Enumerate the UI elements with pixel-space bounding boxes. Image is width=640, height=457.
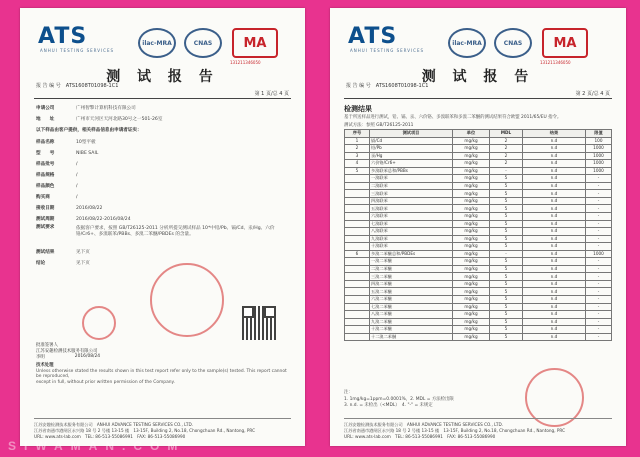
cell-unit: mg/kg xyxy=(453,326,490,334)
cell-result: n.d xyxy=(523,326,586,334)
cell-no: 2 xyxy=(345,145,370,153)
cell-unit: mg/kg xyxy=(453,258,490,266)
table-row xyxy=(345,228,612,236)
company-seal-small xyxy=(82,306,116,340)
table-row xyxy=(345,220,612,228)
cell-limit: - xyxy=(586,175,612,183)
site-watermark: SIWAMAN.COM xyxy=(8,439,186,453)
cell-no xyxy=(345,265,370,273)
cell-no xyxy=(345,182,370,190)
page-footer: 江苏安趣检测技术服务有限公司 ANHUI ADVANCE TESTING SERVICES CO., LTD. 江苏省南通市港闸区永兴路 18 号 2 号楼 13-15 楼 13-15F, Building 2, No.18, Chongchuan Rd., Nantong, PRC URL: www.ats-lab.com TEL: 86-513-55086991 FAX: 86-513-55086990 xyxy=(344,418,612,440)
table-row xyxy=(345,167,612,175)
cell-limit: - xyxy=(586,220,612,228)
cnas-seal-icon: CNAS xyxy=(494,28,532,58)
cell-mdl: 2 xyxy=(490,137,523,145)
ilac-mra-seal-icon: ilac-MRA xyxy=(138,28,176,58)
cell-item: 多溴二苯醚总和/PBDEs xyxy=(370,250,453,258)
table-row xyxy=(345,333,612,341)
cell-result: n.d xyxy=(523,213,586,221)
cell-limit: - xyxy=(586,318,612,326)
cell-limit: - xyxy=(586,213,612,221)
cell-item: 三溴二苯醚 xyxy=(370,273,453,281)
cell-item: 十溴二苯醚 xyxy=(370,326,453,334)
info-row: 测试周期 2016/08/22-2016/08/24 xyxy=(36,216,131,222)
cell-mdl: 5 xyxy=(490,235,523,243)
cell-mdl: 2 xyxy=(490,160,523,168)
cell-result: n.d xyxy=(523,145,586,153)
table-row xyxy=(345,318,612,326)
cell-item: 六价铬/Cr6+ xyxy=(370,160,453,168)
table-row xyxy=(345,311,612,319)
cell-mdl: 5 xyxy=(490,318,523,326)
cell-result: n.d xyxy=(523,205,586,213)
cell-no xyxy=(345,228,370,236)
cell-result: n.d xyxy=(523,137,586,145)
cell-no: 3 xyxy=(345,152,370,160)
cell-mdl: 5 xyxy=(490,280,523,288)
cell-no: 5 xyxy=(345,167,370,175)
info-row: 测试结果 见下页 xyxy=(36,249,90,255)
cell-limit: - xyxy=(586,273,612,281)
table-header-row: 序号 测试项目 单位 MDL 结果 限值 xyxy=(345,130,612,138)
cell-unit: mg/kg xyxy=(453,145,490,153)
cell-limit: - xyxy=(586,197,612,205)
cell-limit: 100 xyxy=(586,137,612,145)
address-row: 地 址 广州市天河区天河北路30号之一501-26室 xyxy=(36,117,163,123)
cell-item: 七溴二苯醚 xyxy=(370,303,453,311)
cell-limit: - xyxy=(586,258,612,266)
cell-no xyxy=(345,220,370,228)
cell-mdl: 5 xyxy=(490,182,523,190)
header-logos xyxy=(20,14,305,65)
info-row: 样品规格 / xyxy=(36,172,78,178)
cell-limit: - xyxy=(586,326,612,334)
ilac-mra-seal-icon: ilac-MRA xyxy=(448,28,486,58)
table-row xyxy=(345,265,612,273)
cell-item: 五溴联苯 xyxy=(370,205,453,213)
info-row: 样品批号 / xyxy=(36,161,78,167)
cell-item: 四溴二苯醚 xyxy=(370,280,453,288)
cell-unit: mg/kg xyxy=(453,296,490,304)
cnas-seal-icon: CNAS xyxy=(184,28,222,58)
cell-item: 八溴二苯醚 xyxy=(370,311,453,319)
info-row: 测试要求 依据客户要求，按照 GB/T26125-2011 分析所提交测试样品 10*中铅/Pb、镉/Cd、汞/Hg、六价铬/Cr6+、多溴联苯/PBBs、多溴二苯醚/PBDEs 的含量。 xyxy=(36,224,275,238)
signature-block: 批准签署人 江苏安趣检测技术服务有限公司 李明 2016/08/24 技术处理 Unless otherwise stated the results shown in this test report refer only to the sample(s) tested. This report cannot be reproduced, except in full, without prior written permission of the Company. xyxy=(36,343,287,385)
header-divider xyxy=(344,98,612,99)
cell-unit: mg/kg xyxy=(453,167,490,175)
cell-result: n.d xyxy=(523,250,586,258)
cell-mdl: 5 xyxy=(490,258,523,266)
info-row: 样品名称 10型平板 xyxy=(36,139,96,145)
cell-unit: mg/kg xyxy=(453,311,490,319)
cell-item: 四溴联苯 xyxy=(370,197,453,205)
report-page-2 xyxy=(330,8,626,446)
cell-item: 三溴联苯 xyxy=(370,190,453,198)
cell-unit: mg/kg xyxy=(453,197,490,205)
cell-limit: - xyxy=(586,190,612,198)
table-row xyxy=(345,205,612,213)
cell-no xyxy=(345,235,370,243)
cell-unit: mg/kg xyxy=(453,333,490,341)
cell-result: n.d xyxy=(523,152,586,160)
cell-item: 多溴联苯总和/PBBs xyxy=(370,167,453,175)
cell-item: 十二溴二苯醚 xyxy=(370,333,453,341)
applicant-row: 申请公司 广州智擎计算机科技有限公司 xyxy=(36,106,136,112)
cell-result: n.d xyxy=(523,243,586,251)
cell-item: 一溴二苯醚 xyxy=(370,258,453,266)
page-number: 第 2 页/总 4 页 xyxy=(575,91,610,97)
cma-seal-icon: MA 131211346050 xyxy=(232,28,278,58)
cell-item: 镉/Cd xyxy=(370,137,453,145)
cell-result: n.d xyxy=(523,303,586,311)
table-row xyxy=(345,288,612,296)
cell-item: 汞/Hg xyxy=(370,152,453,160)
cell-limit: - xyxy=(586,265,612,273)
sample-info xyxy=(36,104,291,270)
cell-item: 七溴联苯 xyxy=(370,220,453,228)
cell-no xyxy=(345,190,370,198)
cell-no xyxy=(345,280,370,288)
cell-no xyxy=(345,303,370,311)
cell-result: n.d xyxy=(523,258,586,266)
table-row xyxy=(345,145,612,153)
table-row xyxy=(345,152,612,160)
cell-no xyxy=(345,197,370,205)
page-number: 第 1 页/总 4 页 xyxy=(254,91,289,97)
results-notes: 注： 1. 1mg/kg=1ppm=0.0001%，2. MDL = 方法检出限 3. n.d. = 未检出（<MDL） 4. "-" = 未规定 xyxy=(344,390,454,409)
cell-result: n.d xyxy=(523,235,586,243)
cell-limit: 1000 xyxy=(586,145,612,153)
cell-limit: - xyxy=(586,235,612,243)
header-logos xyxy=(330,14,626,65)
table-row xyxy=(345,280,612,288)
cell-item: 六溴联苯 xyxy=(370,213,453,221)
cell-no xyxy=(345,333,370,341)
results-heading: 检测结果 xyxy=(344,105,372,113)
page-footer: 江苏安趣检测技术服务有限公司 ANHUI ADVANCE TESTING SERVICES CO., LTD. 江苏省南通市港闸区永兴路 18 号 2 号楼 13-15 楼 13-15F, Building 2, No.18, Chongchuan Rd., Nantong, PRC URL: www.ats-lab.com TEL: 86-513-55086991 FAX: 86-513-55086990 xyxy=(34,418,291,440)
cell-no: 4 xyxy=(345,160,370,168)
cell-unit: mg/kg xyxy=(453,288,490,296)
report-page-1 xyxy=(20,8,305,446)
cell-mdl: - xyxy=(490,167,523,175)
cell-item: 二溴联苯 xyxy=(370,182,453,190)
cell-result: n.d xyxy=(523,318,586,326)
table-row xyxy=(345,235,612,243)
table-row xyxy=(345,197,612,205)
report-number: 报 告 编 号 ATS1608T01098-1C1 xyxy=(346,83,429,89)
cell-no xyxy=(345,288,370,296)
cell-unit: mg/kg xyxy=(453,273,490,281)
report-title: 测 试 报 告 xyxy=(421,69,535,85)
cell-mdl: 5 xyxy=(490,326,523,334)
cell-mdl: 5 xyxy=(490,288,523,296)
cell-unit: mg/kg xyxy=(453,265,490,273)
cell-limit: - xyxy=(586,296,612,304)
cell-result: n.d xyxy=(523,265,586,273)
info-row: 接收日期 2016/08/22 xyxy=(36,205,103,211)
info-row: 型 号 NIBE SAIL xyxy=(36,150,99,156)
cell-result: n.d xyxy=(523,167,586,175)
info-row: 样品颜色 / xyxy=(36,183,78,189)
cell-unit: mg/kg xyxy=(453,213,490,221)
ats-logo: ATS ANHUI TESTING SERVICES xyxy=(348,24,425,53)
cell-result: n.d xyxy=(523,190,586,198)
table-row xyxy=(345,213,612,221)
cell-unit: mg/kg xyxy=(453,235,490,243)
cell-no xyxy=(345,311,370,319)
cma-seal-icon: MA 131211346050 xyxy=(542,28,588,58)
cell-no: 6 xyxy=(345,250,370,258)
cell-item: 二溴二苯醚 xyxy=(370,265,453,273)
cell-mdl: 2 xyxy=(490,152,523,160)
cell-item: 九溴二苯醚 xyxy=(370,318,453,326)
cell-limit: - xyxy=(586,333,612,341)
cell-limit: - xyxy=(586,280,612,288)
cell-mdl: 5 xyxy=(490,303,523,311)
cell-item: 十溴联苯 xyxy=(370,243,453,251)
ats-logo: ATS ANHUI TESTING SERVICES xyxy=(38,24,115,53)
cell-limit: - xyxy=(586,205,612,213)
cell-unit: mg/kg xyxy=(453,160,490,168)
cell-no xyxy=(345,326,370,334)
cell-mdl: 5 xyxy=(490,243,523,251)
cell-limit: - xyxy=(586,303,612,311)
cell-unit: mg/kg xyxy=(453,137,490,145)
table-row xyxy=(345,296,612,304)
cell-limit: - xyxy=(586,311,612,319)
cell-no xyxy=(345,318,370,326)
cell-result: n.d xyxy=(523,273,586,281)
cell-no xyxy=(345,258,370,266)
table-row xyxy=(345,190,612,198)
table-row xyxy=(345,258,612,266)
cell-no xyxy=(345,205,370,213)
table-row xyxy=(345,273,612,281)
cell-no: 1 xyxy=(345,137,370,145)
cell-unit: mg/kg xyxy=(453,243,490,251)
cell-result: n.d xyxy=(523,197,586,205)
cell-unit: mg/kg xyxy=(453,175,490,183)
cell-result: n.d xyxy=(523,280,586,288)
cell-mdl: 5 xyxy=(490,311,523,319)
test-method: 测试方法：参照 GB/T26125-2011 xyxy=(344,123,414,128)
cell-limit: 1000 xyxy=(586,167,612,175)
results-intro: 基于所送样品进行测试，铅、镉、汞、六价铬、多溴联苯和多溴二苯醚的测试结果符合欧盟 2011/65/EU 指令。 xyxy=(344,115,562,120)
cell-result: n.d xyxy=(523,311,586,319)
cell-unit: mg/kg xyxy=(453,303,490,311)
table-row xyxy=(345,303,612,311)
cell-mdl: 5 xyxy=(490,273,523,281)
cell-mdl: 5 xyxy=(490,220,523,228)
cell-mdl: 2 xyxy=(490,145,523,153)
table-row xyxy=(345,243,612,251)
report-title: 测 试 报 告 xyxy=(106,69,219,85)
cell-mdl: 5 xyxy=(490,197,523,205)
cell-limit: - xyxy=(586,182,612,190)
cell-mdl: 5 xyxy=(490,296,523,304)
cell-no xyxy=(345,296,370,304)
cell-mdl: - xyxy=(490,250,523,258)
qr-code-icon xyxy=(242,306,276,340)
cell-no xyxy=(345,213,370,221)
table-row xyxy=(345,250,612,258)
cell-item: 六溴二苯醚 xyxy=(370,296,453,304)
cell-unit: mg/kg xyxy=(453,190,490,198)
cell-mdl: 5 xyxy=(490,175,523,183)
cell-unit: mg/kg xyxy=(453,152,490,160)
cell-no xyxy=(345,243,370,251)
cell-unit: mg/kg xyxy=(453,250,490,258)
cell-item: 八溴联苯 xyxy=(370,228,453,236)
cell-unit: mg/kg xyxy=(453,228,490,236)
cell-item: 五溴二苯醚 xyxy=(370,288,453,296)
info-row: 结论 见下页 xyxy=(36,260,90,266)
cell-mdl: 5 xyxy=(490,228,523,236)
cell-mdl: 5 xyxy=(490,333,523,341)
cell-result: n.d xyxy=(523,228,586,236)
cell-result: n.d xyxy=(523,333,586,341)
cell-unit: mg/kg xyxy=(453,220,490,228)
cell-no xyxy=(345,273,370,281)
cell-unit: mg/kg xyxy=(453,182,490,190)
cell-limit: - xyxy=(586,228,612,236)
cell-limit: - xyxy=(586,288,612,296)
cell-limit: 1000 xyxy=(586,152,612,160)
cell-mdl: 5 xyxy=(490,190,523,198)
cell-mdl: 5 xyxy=(490,265,523,273)
cell-item: 九溴联苯 xyxy=(370,235,453,243)
company-seal-large xyxy=(150,263,224,337)
cell-mdl: 5 xyxy=(490,205,523,213)
table-row xyxy=(345,175,612,183)
info-row: 购买商 / xyxy=(36,194,78,200)
table-row xyxy=(345,182,612,190)
table-row xyxy=(345,160,612,168)
cell-result: n.d xyxy=(523,160,586,168)
cell-result: n.d xyxy=(523,220,586,228)
cell-unit: mg/kg xyxy=(453,205,490,213)
cell-limit: 1000 xyxy=(586,160,612,168)
cell-item: 铅/Pb xyxy=(370,145,453,153)
cell-result: n.d xyxy=(523,296,586,304)
cell-mdl: 5 xyxy=(490,213,523,221)
cell-limit: - xyxy=(586,243,612,251)
cell-result: n.d xyxy=(523,175,586,183)
cell-result: n.d xyxy=(523,182,586,190)
header-divider xyxy=(34,98,291,99)
cell-unit: mg/kg xyxy=(453,318,490,326)
section-note: 以下样品由客户提供，相关样品信息由申请者证实： xyxy=(36,128,142,133)
cell-item: 一溴联苯 xyxy=(370,175,453,183)
cell-limit: 1000 xyxy=(586,250,612,258)
cell-result: n.d xyxy=(523,288,586,296)
report-number: 报 告 编 号 ATS1608T01098-1C1 xyxy=(36,83,119,89)
cell-no xyxy=(345,175,370,183)
table-row xyxy=(345,137,612,145)
cell-unit: mg/kg xyxy=(453,280,490,288)
table-row xyxy=(345,326,612,334)
results-table xyxy=(344,129,612,341)
